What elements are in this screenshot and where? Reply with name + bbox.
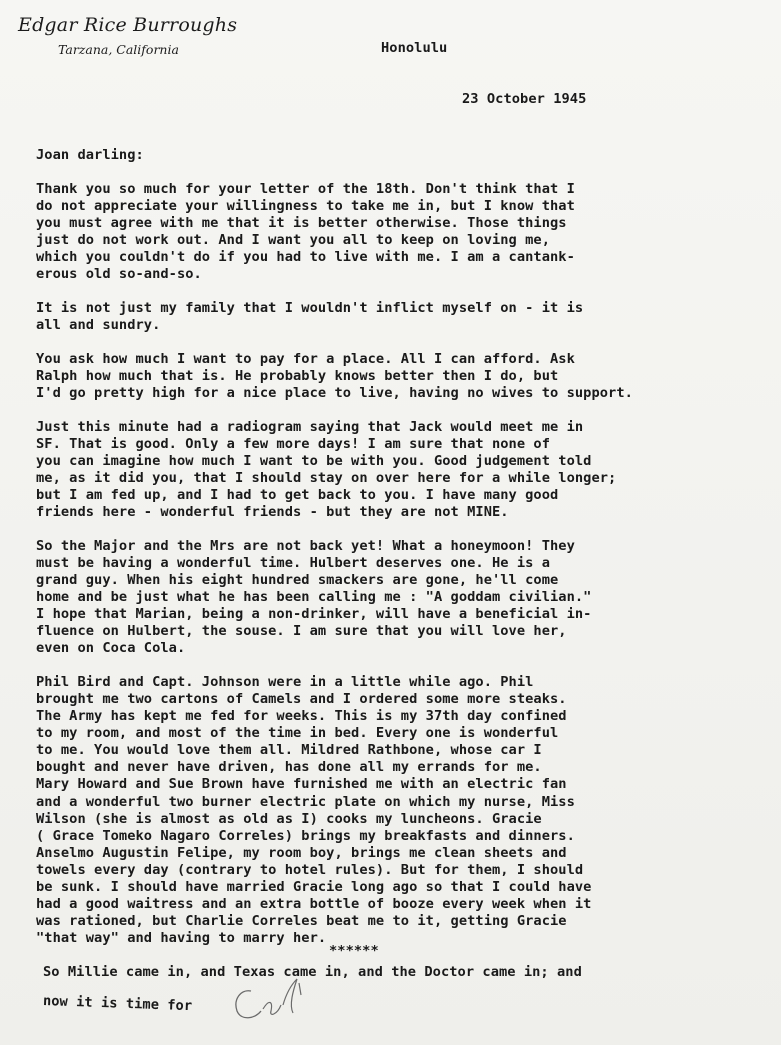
- text-line: So the Major and the Mrs are not back yet! What a honeymoon! They: [36, 537, 575, 554]
- text-line: The Army has kept me fed for weeks. This is my 37th day confined: [36, 708, 567, 725]
- text-line: was rationed, but Charlie Correles beat me to it, getting Gracie: [36, 913, 567, 930]
- text-line: bought and never have driven, has done all my errands for me.: [36, 759, 542, 776]
- paragraph-3: [36, 351, 766, 402]
- handwritten-signature: [227, 975, 317, 1030]
- text-line: Thank you so much for your letter of the 18th. Don't think that I: [36, 180, 575, 197]
- text-line: to me. You would love them all. Mildred Rathbone, whose car I: [36, 742, 542, 759]
- text-line: you can imagine how much I want to be with you. Good judgement told: [36, 452, 592, 469]
- text-line: must be having a wonderful time. Hulbert deserves one. He is a: [36, 554, 551, 571]
- text-line: grand guy. When his eight hundred smackers are gone, he'll come: [36, 571, 559, 588]
- text-line: SF. That is good. Only a few more days! I am sure that none of: [36, 435, 551, 452]
- text-line: brought me two cartons of Camels and I ordered some more steaks.: [36, 691, 567, 707]
- salutation: Joan darling:: [36, 147, 144, 163]
- paragraph-4: [36, 419, 766, 522]
- text-line: towels every day (contrary to hotel rules). But for them, I should: [36, 861, 584, 878]
- letter-body: [36, 147, 766, 947]
- text-line: friends here - wonderful friends - but they are not MINE.: [36, 503, 509, 520]
- text-line: "that way" and having to marry her.: [36, 930, 327, 947]
- text-line: to my room, and most of the time in bed. Every one is wonderful: [36, 725, 559, 742]
- paragraph-5: [36, 538, 766, 658]
- text-line: Just this minute had a radiogram saying that Jack would meet me in: [36, 418, 584, 435]
- text-line: Mary Howard and Sue Brown have furnished me with an electric fan: [36, 776, 567, 793]
- letterhead-name: Edgar Rice Burroughs: [18, 14, 238, 36]
- text-line: just do not work out. And I want you all to keep on loving me,: [36, 231, 551, 248]
- text-line: you must agree with me that it is better otherwise. Those things: [36, 214, 567, 231]
- text-line: had a good waitress and an extra bottle of booze every week when it: [36, 896, 592, 913]
- text-line: do not appreciate your willingness to take me in, but I know that: [36, 197, 575, 214]
- text-line: I hope that Marian, being a non-drinker, will have a beneficial in-: [36, 606, 592, 623]
- text-line: Phil Bird and Capt. Johnson were in a little while ago. Phil: [36, 673, 534, 690]
- text-line: be sunk. I should have married Gracie long ago so that I could have: [36, 879, 592, 896]
- text-line: It is not just my family that I wouldn't inflict myself on - it is: [36, 299, 584, 316]
- text-line: which you couldn't do if you had to live with me. I am a cantank-: [36, 249, 575, 266]
- location-heading: Honolulu: [381, 40, 448, 56]
- letterhead-place: Tarzana, California: [58, 42, 179, 57]
- paragraph-6: [36, 674, 766, 948]
- text-line: I'd go pretty high for a nice place to live, having no wives to support.: [36, 384, 633, 401]
- letter-date: 23 October 1945: [462, 91, 587, 107]
- text-line: You ask how much I want to pay for a place. All I can afford. Ask: [36, 350, 575, 367]
- text-line: Ralph how much that is. He probably knows better then I do, but: [36, 367, 559, 384]
- section-separator: ******: [329, 943, 379, 959]
- text-line: Wilson (she is almost as old as I) cooks my luncheons. Gracie: [36, 810, 542, 827]
- text-line: ( Grace Tomeko Nagaro Correles) brings my breakfasts and dinners.: [36, 827, 575, 844]
- text-line: fluence on Hulbert, the souse. I am sure that you will love her,: [36, 623, 567, 640]
- text-line: even on Coca Cola.: [36, 640, 186, 657]
- text-line: and a wonderful two burner electric plate on which my nurse, Miss: [36, 793, 575, 810]
- text-line: all and sundry.: [36, 316, 161, 333]
- paragraph-2: [36, 300, 766, 334]
- text-line: erous old so-and-so.: [36, 266, 202, 283]
- closing-line-2: now it is time for: [42, 993, 193, 1015]
- text-line: Anselmo Augustin Felipe, my room boy, brings me clean sheets and: [36, 844, 567, 861]
- closing-line-1: So Millie came in, and Texas came in, and the Doctor came in; and: [43, 964, 582, 980]
- text-line: home and be just what he has been calling me : "A goddam civilian.": [36, 588, 592, 605]
- paragraph-1: [36, 181, 766, 284]
- text-line: but I am fed up, and I had to get back to you. I have many good: [36, 486, 559, 503]
- text-line: me, as it did you, that I should stay on over here for a while longer;: [36, 469, 617, 486]
